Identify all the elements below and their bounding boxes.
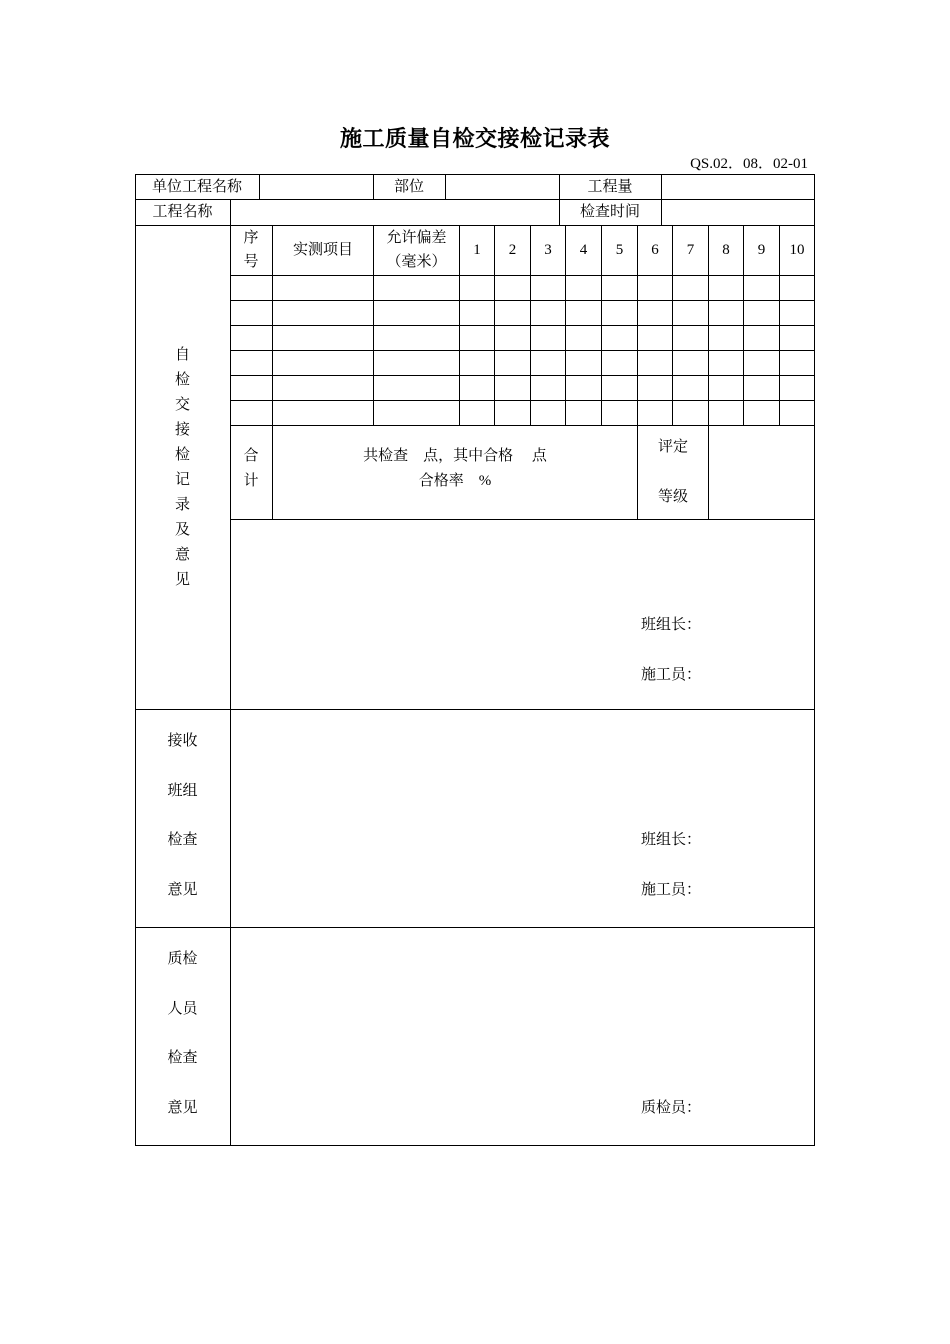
col-header-point-4: 4 (579, 242, 588, 258)
summary-line-1: 共检查 点，其中合格 点 (363, 448, 547, 464)
unit-project-name-label: 单位工程名称 (151, 179, 242, 195)
row-divider (230, 400, 815, 401)
row-divider (230, 275, 815, 276)
col-divider (445, 175, 446, 199)
col-divider (661, 175, 662, 225)
receiving-opinion-field[interactable] (231, 710, 815, 927)
inspection-time-label: 检查时间 (579, 204, 640, 220)
col-divider (637, 225, 638, 519)
col-header-point-5: 5 (615, 242, 624, 258)
col-header-point-6: 6 (651, 242, 659, 258)
summary-line-2: 合格率 % (418, 473, 492, 489)
rating-label-line-2: 等级 (657, 489, 688, 505)
quantity-label: 工程量 (587, 179, 633, 195)
receiving-side-label-1: 接收 (167, 733, 198, 749)
col-divider (259, 175, 260, 199)
col-header-seq: 序 号 (243, 230, 259, 270)
row-divider (230, 375, 815, 376)
part-label: 部位 (393, 179, 424, 195)
receiving-team-leader-label: 班组长： (641, 832, 702, 848)
row-divider (230, 325, 815, 326)
constructor-label: 施工员： (641, 667, 702, 683)
col-header-point-8: 8 (722, 242, 730, 258)
self-check-side-label: 自 检 交 接 检 记 录 及 意 见 (174, 347, 190, 588)
receiving-side-label-3: 检查 (167, 832, 198, 848)
rating-label-line-1: 评定 (657, 439, 688, 455)
qc-side-label-3: 检查 (167, 1050, 198, 1066)
self-check-opinion-field[interactable] (231, 520, 815, 709)
col-header-point-9: 9 (757, 242, 766, 258)
total-label: 合 计 (243, 448, 259, 489)
col-header-point-2: 2 (508, 242, 517, 258)
row-divider (230, 300, 815, 301)
form-title: 施工质量自检交接检记录表 (339, 126, 610, 151)
col-header-point-1: 1 (473, 242, 481, 258)
col-header-tolerance: 允许偏差 （毫米） (386, 230, 447, 270)
receiving-side-label-4: 意见 (167, 882, 198, 898)
col-header-point-7: 7 (686, 242, 695, 258)
qc-side-label-2: 人员 (167, 1001, 198, 1017)
qc-side-label-1: 质检 (167, 951, 198, 967)
qc-side-label-4: 意见 (167, 1100, 198, 1116)
qc-inspector-label: 质检员： (641, 1100, 702, 1116)
col-header-point-3: 3 (544, 242, 552, 258)
qc-opinion-field[interactable] (231, 928, 815, 1145)
row-divider (230, 350, 815, 351)
form-code: QS.02．08．02-01 (690, 156, 808, 172)
col-header-item: 实测项目 (292, 242, 353, 258)
rating-field[interactable] (709, 426, 814, 519)
receiving-constructor-label: 施工员： (641, 882, 702, 898)
project-name-label: 工程名称 (152, 204, 213, 220)
team-leader-label: 班组长： (641, 617, 702, 633)
receiving-side-label-2: 班组 (167, 783, 198, 799)
col-header-point-10: 10 (789, 242, 805, 258)
